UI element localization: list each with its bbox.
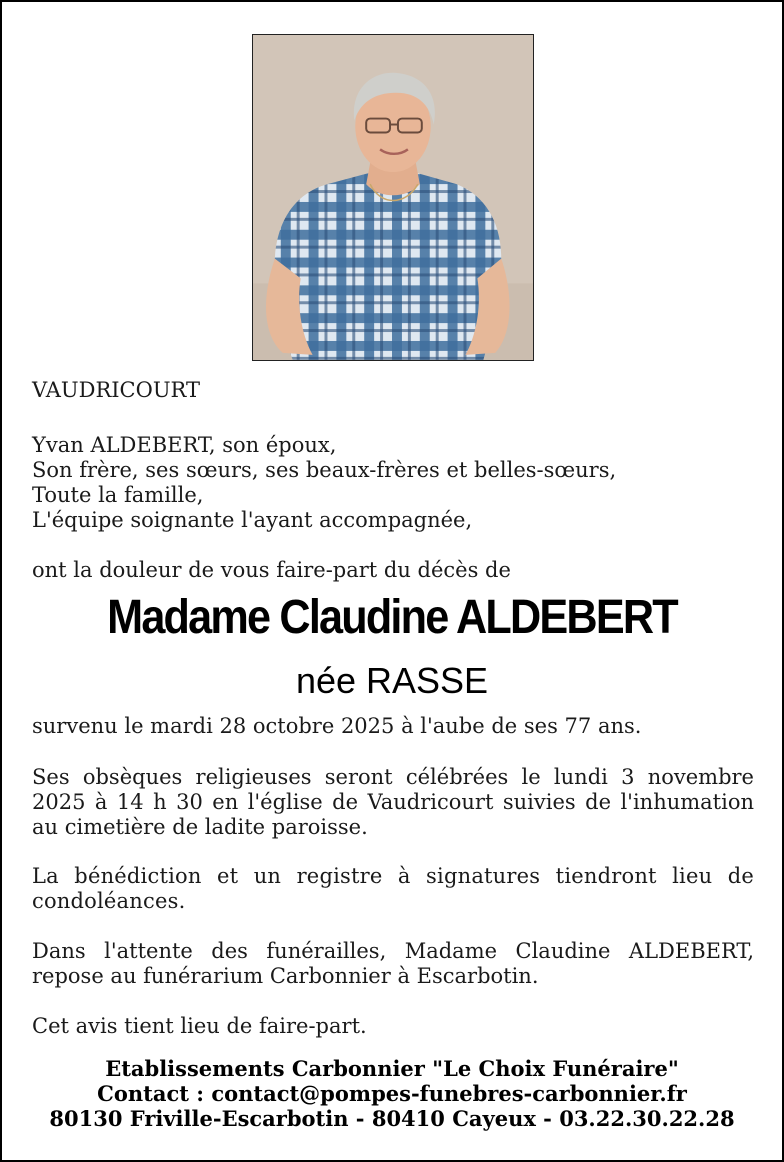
company-name: Etablissements Carbonnier "Le Choix Funéraire" [105, 1056, 679, 1081]
town-name: VAUDRICOURT [32, 378, 200, 402]
rest-paragraph: Dans l'attente des funérailles, Madame Claudine ALDEBERT, repose au funérarium Carbonnier à Escarbotin. [32, 939, 754, 988]
blessing-paragraph: La bénédiction et un registre à signatures tiendront lieu de condoléances. [32, 864, 754, 913]
family-list [32, 433, 754, 533]
family-line: Yvan ALDEBERT, son époux, [32, 433, 337, 457]
family-line: L'équipe soignante l'ayant accompagnée, [32, 508, 473, 532]
maiden-name: née RASSE [295, 660, 489, 701]
contact-email: Contact : contact@pompes-funebres-carbonnier.fr [97, 1081, 687, 1106]
portrait-illustration [253, 35, 533, 360]
family-line: Toute la famille, [32, 483, 204, 507]
death-line: survenu le mardi 28 octobre 2025 à l'aube de ses 77 ans. [32, 714, 642, 738]
deceased-name: Madame Claudine ALDEBERT [107, 591, 677, 644]
notice-line: Cet avis tient lieu de faire-part. [32, 1014, 367, 1038]
family-line: Son frère, ses sœurs, ses beaux-frères et belles-sœurs, [32, 458, 617, 482]
announcement-intro: ont la douleur de vous faire-part du décès de [32, 558, 511, 582]
funeral-home-footer [2, 1056, 782, 1131]
portrait-photo [252, 34, 534, 361]
address-phone: 80130 Friville-Escarbotin - 80410 Cayeux - 03.22.30.22.28 [49, 1106, 735, 1131]
funeral-paragraph: Ses obsèques religieuses seront célébrées le lundi 3 novembre 2025 à 14 h 30 en l'église de Vaudricourt suivies de l'inhumation au cimetière de ladite paroisse. [32, 765, 754, 839]
